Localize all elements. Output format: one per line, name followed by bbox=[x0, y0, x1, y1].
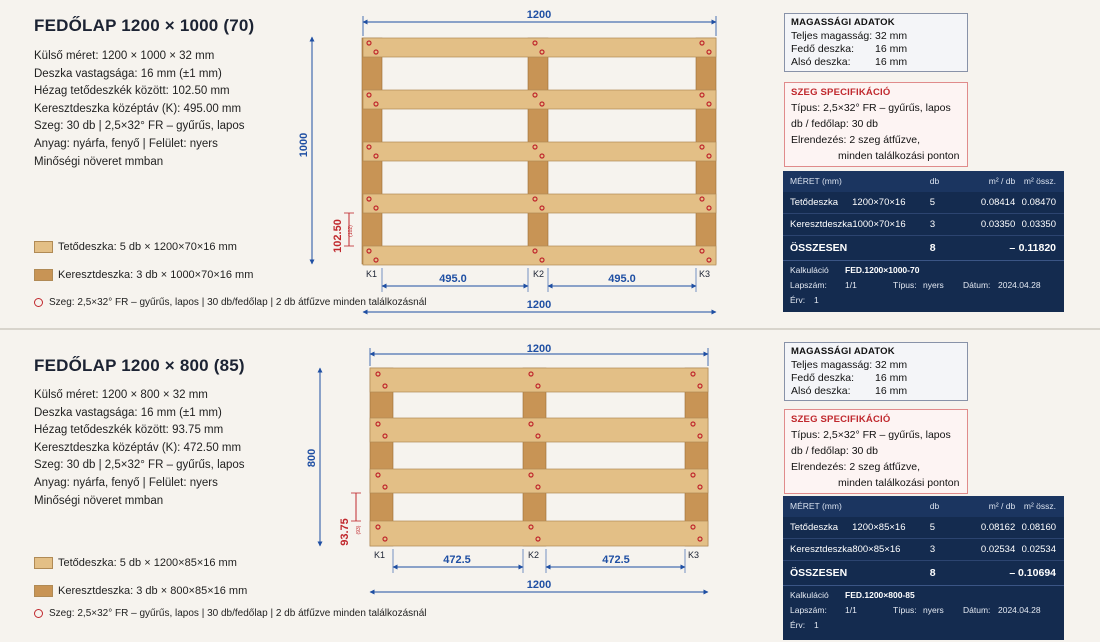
sheet-value: 1/1 bbox=[845, 605, 857, 615]
dim-gap-small-label: (102) bbox=[348, 225, 354, 237]
calc-value: FED.1200×1000-70 bbox=[845, 265, 920, 275]
k1-label: K1 bbox=[366, 269, 378, 279]
pallet-drawing bbox=[290, 0, 780, 328]
dim-side-label: 800 bbox=[306, 448, 318, 468]
type-label: Típus: bbox=[893, 280, 917, 290]
dim-span1-label: 495.0 bbox=[439, 273, 467, 285]
table-row bbox=[783, 539, 1064, 561]
k3-label: K3 bbox=[688, 550, 700, 560]
col-area-total: m² össz. bbox=[1023, 501, 1057, 511]
valid-label: Érv: bbox=[790, 620, 806, 630]
sheet-label: Lapszám: bbox=[790, 605, 827, 615]
top-board-2 bbox=[363, 90, 716, 109]
col-area-total: m² össz. bbox=[1023, 176, 1057, 186]
cross-board-swatch bbox=[34, 269, 53, 281]
cross-board-k3 bbox=[685, 368, 708, 546]
pallet-section-1200x800 bbox=[0, 330, 1100, 642]
dim-gap-label: 93.75 bbox=[339, 518, 351, 546]
cell-total: 0.08160 bbox=[1021, 522, 1057, 533]
calc-meta bbox=[783, 261, 1064, 308]
type-value: nyers bbox=[923, 280, 944, 290]
height-key: Fedő deszka: bbox=[791, 372, 855, 384]
nail-layout: Elrendezés: 2 szeg átfűzve, bbox=[791, 461, 920, 473]
sheet-label: Lapszám: bbox=[790, 280, 827, 290]
footnote-text: Szeg: 2,5×32° FR – gyűrűs, lapos | 30 db/fedőlap | 2 db átfűzve minden találkozásnál bbox=[49, 608, 427, 619]
height-value: 32 mm bbox=[875, 359, 908, 371]
height-key: Teljes magasság: bbox=[791, 359, 873, 371]
dim-span1-label: 472.5 bbox=[443, 554, 471, 566]
cell-area: 0.02534 bbox=[980, 544, 1016, 555]
date-value: 2024.04.28 bbox=[998, 605, 1041, 615]
nail-spec-box bbox=[784, 409, 968, 494]
col-area-each: m² / db bbox=[988, 501, 1016, 511]
height-key: Alsó deszka: bbox=[791, 56, 851, 68]
col-blank bbox=[852, 171, 930, 192]
k1-label: K1 bbox=[374, 550, 386, 560]
top-board-3 bbox=[363, 142, 716, 161]
cross-board-k2 bbox=[523, 368, 546, 546]
total-blank bbox=[922, 236, 930, 260]
spec-board-thickness: Deszka vastagsága: 16 mm (±1 mm) bbox=[34, 406, 222, 419]
total-area: – bbox=[1009, 242, 1016, 254]
material-table bbox=[783, 171, 1064, 312]
spec-quality: Minőségi növeret mmban bbox=[34, 494, 164, 507]
nail-ring-icon bbox=[34, 298, 43, 307]
height-key: Alsó deszka: bbox=[791, 385, 851, 397]
dim-bottom-label: 1200 bbox=[526, 579, 552, 591]
top-board-4 bbox=[363, 194, 716, 213]
calc-meta bbox=[783, 586, 1064, 633]
dim-side-label: 1000 bbox=[298, 132, 310, 158]
nail-ring-icon bbox=[34, 609, 43, 618]
cell-name: Tetődeszka bbox=[790, 522, 839, 533]
height-key: Teljes magasság: bbox=[791, 30, 873, 42]
height-data-box bbox=[784, 13, 968, 72]
total-label: ÖSSZESEN bbox=[790, 567, 848, 579]
height-value: 16 mm bbox=[875, 56, 908, 68]
total-count: 8 bbox=[929, 242, 936, 254]
calc-label: Kalkuláció bbox=[790, 590, 829, 600]
height-box-header: MAGASSÁGI ADATOK bbox=[791, 346, 895, 357]
col-count: db bbox=[929, 501, 940, 511]
cross-board-k1 bbox=[370, 368, 393, 546]
nail-count: db / fedőlap: 30 db bbox=[791, 445, 878, 457]
top-board-4 bbox=[370, 521, 708, 546]
col-count: db bbox=[929, 176, 940, 186]
nail-type: Típus: 2,5×32° FR – gyűrűs, lapos bbox=[791, 102, 951, 114]
total-sum: 0.11820 bbox=[1018, 242, 1057, 254]
calc-label: Kalkuláció bbox=[790, 265, 829, 275]
k2-label: K2 bbox=[528, 550, 540, 560]
dim-top-label: 1200 bbox=[526, 9, 552, 21]
valid-value: 1 bbox=[814, 295, 819, 305]
type-label: Típus: bbox=[893, 605, 917, 615]
cell-count: 5 bbox=[929, 197, 936, 208]
cell-total: 0.03350 bbox=[1021, 219, 1056, 230]
spec-outer-size: Külső méret: 1200 × 1000 × 32 mm bbox=[34, 50, 215, 62]
cell-name: Tetődeszka bbox=[790, 197, 839, 208]
valid-value: 1 bbox=[814, 620, 819, 630]
table-row bbox=[783, 192, 1064, 214]
date-value: 2024.04.28 bbox=[998, 280, 1041, 290]
spec-cross-spacing: Keresztdeszka középtáv (K): 495.00 mm bbox=[34, 102, 242, 115]
total-label: ÖSSZESEN bbox=[790, 242, 848, 254]
col-area-each: m² / db bbox=[988, 176, 1016, 186]
top-board-swatch bbox=[34, 241, 53, 253]
nail-layout: Elrendezés: 2 szeg átfűzve, bbox=[791, 134, 920, 146]
col-size: MÉRET (mm) bbox=[790, 176, 842, 186]
cell-size: 800×85×16 bbox=[852, 544, 901, 555]
cell-total: 0.08470 bbox=[1021, 197, 1057, 208]
nail-spec-box bbox=[784, 82, 968, 167]
total-sum: 0.10694 bbox=[1018, 567, 1057, 579]
total-count: 8 bbox=[929, 567, 936, 579]
legend-cross-board: Keresztdeszka: 3 db × 800×85×16 mm bbox=[58, 585, 248, 597]
col-blank bbox=[852, 496, 930, 517]
dim-span2-label: 495.0 bbox=[608, 273, 636, 285]
board-legend bbox=[34, 240, 253, 296]
col-size: MÉRET (mm) bbox=[790, 501, 842, 511]
section-title: FEDŐLAP 1200 × 800 (85) bbox=[34, 356, 245, 375]
nail-count: db / fedőlap: 30 db bbox=[791, 118, 878, 130]
k3-label: K3 bbox=[699, 269, 711, 279]
spec-material: Anyag: nyárfa, fenyő | Felület: nyers bbox=[34, 476, 218, 489]
spec-outer-size: Külső méret: 1200 × 800 × 32 mm bbox=[34, 389, 208, 401]
sheet-value: 1/1 bbox=[845, 280, 857, 290]
height-box-header: MAGASSÁGI ADATOK bbox=[791, 17, 895, 28]
legend-top-board: Tetődeszka: 5 db × 1200×85×16 mm bbox=[58, 557, 237, 569]
dim-span2-label: 472.5 bbox=[602, 554, 630, 566]
table-row bbox=[783, 517, 1064, 539]
spec-gap: Hézag tetődeszkék között: 93.75 mm bbox=[34, 424, 224, 437]
cell-count: 5 bbox=[929, 522, 936, 533]
cell-area: 0.03350 bbox=[980, 219, 1016, 230]
spec-cross-spacing: Keresztdeszka középtáv (K): 472.50 mm bbox=[34, 441, 242, 454]
total-blank bbox=[922, 561, 930, 585]
spec-material: Anyag: nyárfa, fenyő | Felület: nyers bbox=[34, 137, 218, 150]
cell-area: 0.08162 bbox=[980, 522, 1016, 533]
top-board-swatch bbox=[34, 557, 53, 569]
cell-size: 1000×70×16 bbox=[852, 219, 906, 230]
height-data-box bbox=[784, 342, 968, 401]
footnote-text: Szeg: 2,5×32° FR – gyűrűs, lapos | 30 db/fedőlap | 2 db átfűzve minden találkozásnál bbox=[49, 297, 427, 308]
board-legend bbox=[34, 556, 247, 612]
spec-nail: Szeg: 30 db | 2,5×32° FR – gyűrűs, lapos bbox=[34, 459, 245, 472]
cell-name: Keresztdeszka bbox=[790, 219, 853, 230]
spec-list bbox=[34, 387, 245, 510]
cell-count: 3 bbox=[929, 219, 936, 230]
cell-count: 3 bbox=[929, 544, 936, 555]
nail-layout-cont: minden találkozási ponton bbox=[838, 150, 960, 162]
nail-type: Típus: 2,5×32° FR – gyűrűs, lapos bbox=[791, 429, 951, 441]
height-key: Fedő deszka: bbox=[791, 43, 855, 55]
spec-board-thickness: Deszka vastagsága: 16 mm (±1 mm) bbox=[34, 67, 222, 80]
nail-box-header: SZEG SPECIFIKÁCIÓ bbox=[791, 87, 891, 98]
dim-gap-small-label: (93) bbox=[356, 525, 362, 535]
k2-label: K2 bbox=[533, 269, 545, 279]
cell-size: 1200×70×16 bbox=[852, 197, 906, 208]
section-title: FEDŐLAP 1200 × 1000 (70) bbox=[34, 16, 255, 35]
dim-gap-label: 102.50 bbox=[332, 219, 344, 253]
type-value: nyers bbox=[923, 605, 944, 615]
table-row bbox=[783, 214, 1064, 236]
table-header bbox=[783, 496, 1064, 517]
cell-total: 0.02534 bbox=[1021, 544, 1056, 555]
material-table bbox=[783, 496, 1064, 640]
table-total-row bbox=[783, 561, 1064, 586]
spec-quality: Minőségi növeret mmban bbox=[34, 155, 164, 168]
spec-gap: Hézag tetődeszkék között: 102.50 mm bbox=[34, 85, 230, 98]
top-board-5 bbox=[363, 246, 716, 265]
top-board-1 bbox=[363, 38, 716, 57]
legend-cross-board: Keresztdeszka: 3 db × 1000×70×16 mm bbox=[58, 269, 254, 281]
nail-box-header: SZEG SPECIFIKÁCIÓ bbox=[791, 414, 891, 425]
dim-top-label: 1200 bbox=[526, 343, 552, 355]
spec-list bbox=[34, 48, 245, 171]
valid-label: Érv: bbox=[790, 295, 806, 305]
table-header bbox=[783, 171, 1064, 192]
date-label: Dátum: bbox=[963, 605, 991, 615]
date-label: Dátum: bbox=[963, 280, 991, 290]
legend-top-board: Tetődeszka: 5 db × 1200×70×16 mm bbox=[58, 241, 237, 253]
cell-size: 1200×85×16 bbox=[852, 522, 906, 533]
pallet-drawing bbox=[290, 330, 780, 642]
cell-area: 0.08414 bbox=[980, 197, 1016, 208]
height-value: 16 mm bbox=[875, 43, 908, 55]
dim-bottom-label: 1200 bbox=[526, 299, 552, 311]
calc-value: FED.1200×800-85 bbox=[845, 590, 915, 600]
height-value: 16 mm bbox=[875, 385, 908, 397]
total-area: – bbox=[1009, 567, 1016, 579]
height-value: 32 mm bbox=[875, 30, 908, 42]
cross-board-swatch bbox=[34, 585, 53, 597]
cell-name: Keresztdeszka bbox=[790, 544, 853, 555]
spec-nail: Szeg: 30 db | 2,5×32° FR – gyűrűs, lapos bbox=[34, 120, 245, 133]
table-total-row bbox=[783, 236, 1064, 261]
nail-layout-cont: minden találkozási ponton bbox=[838, 477, 960, 489]
height-value: 16 mm bbox=[875, 372, 908, 384]
